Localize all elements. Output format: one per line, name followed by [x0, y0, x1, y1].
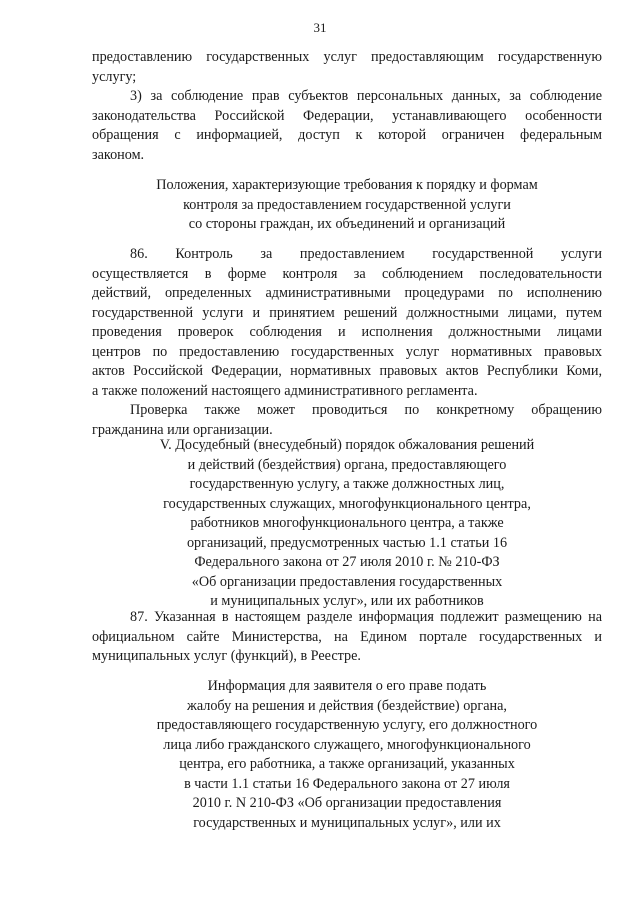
text-line: 86. Контроль за предоставлением государственной услуги: [130, 246, 602, 262]
paragraph-86: [92, 245, 602, 401]
text-line: государственной услуги и принятием решений должностными лицами, путем: [92, 304, 602, 321]
text-line: 3) за соблюдение прав субъектов персональных данных, за соблюдение: [130, 88, 602, 104]
heading-line: со стороны граждан, их объединений и организаций: [188, 216, 506, 232]
heading-line: 2010 г. N 210-ФЗ «Об организации предоставления: [192, 795, 502, 811]
text-line: гражданина или организации.: [92, 421, 273, 438]
heading-line: организаций, предусмотренных частью 1.1 статьи 16: [186, 534, 508, 551]
text-line: действий, определенных административными процедурами по исполнению: [92, 285, 602, 301]
heading-line: государственных и муниципальных услуг», или их: [193, 814, 501, 831]
text-line: осуществляется в форме контроля за соблюдением последовательности: [92, 265, 602, 282]
heading-line: предоставляющего государственную услугу, его должностного: [156, 717, 538, 733]
text-line: актов Российской Федерации, нормативных правовых актов Республики Коми,: [92, 363, 602, 379]
text-line: предоставлению государственных услуг предоставляющим государственную: [92, 49, 602, 65]
heading-line: и действий (бездействия) органа, предоставляющего: [187, 456, 507, 473]
info-heading: [92, 677, 602, 833]
text-line: Проверка также может проводиться по конкретному обращению: [130, 402, 602, 418]
heading-line: центра, его работника, а также организаций, указанных: [179, 756, 515, 772]
top-paragraph: [92, 48, 602, 165]
heading-line: V. Досудебный (внесудебный) порядок обжалования решений: [159, 437, 535, 453]
text-line: муниципальных услуг (функций), в Реестре.: [92, 648, 361, 664]
text-line: обращения с информацией, доступ к которой ограничен федеральным: [92, 127, 602, 143]
heading-line: работников многофункционального центра, а также: [190, 515, 504, 531]
heading-line: лица либо гражданского служащего, многофункционального: [163, 736, 531, 753]
heading-line: контроля за предоставлением государственной услуги: [183, 196, 511, 213]
heading-line: жалобу на решения и действия (бездействие) органа,: [187, 697, 507, 714]
text-line: официальном сайте Министерства, на Едином портале государственных и: [92, 628, 602, 645]
heading-line: в части 1.1 статьи 16 Федерального закона от 27 июля: [184, 775, 510, 792]
section-heading: [92, 176, 602, 235]
heading-line: Информация для заявителя о его праве подать: [207, 678, 487, 694]
page-number: 31: [313, 20, 327, 35]
text-line: услугу;: [92, 68, 137, 85]
text-line: законом.: [92, 146, 145, 163]
text-line: центров по предоставлению государственных услуг нормативных правовых: [92, 343, 602, 360]
heading-line: Федерального закона от 27 июля 2010 г. № 210-ФЗ: [194, 554, 500, 570]
heading-line: Положения, характеризующие требования к порядку и формам: [156, 177, 538, 193]
paragraph-86-continued: [92, 401, 602, 440]
text-line: законодательства Российской Федерации, устанавливающего особенности: [92, 107, 602, 124]
heading-line: государственных служащих, многофункционального центра,: [163, 495, 531, 512]
heading-line: и муниципальных услуг», или их работников: [210, 593, 484, 609]
heading-line: «Об организации предоставления государственных: [191, 573, 503, 590]
text-line: а также положений настоящего административного регламента.: [92, 382, 478, 399]
heading-line: государственную услугу, а также должностных лиц,: [189, 476, 505, 492]
text-line: 87. Указанная в настоящем разделе информация подлежит размещению на: [130, 609, 602, 625]
paragraph-87: [92, 608, 602, 667]
chapter-heading-v: [92, 436, 602, 612]
text-line: проведения проверок соблюдения и исполнения должностными лицами: [92, 324, 602, 340]
